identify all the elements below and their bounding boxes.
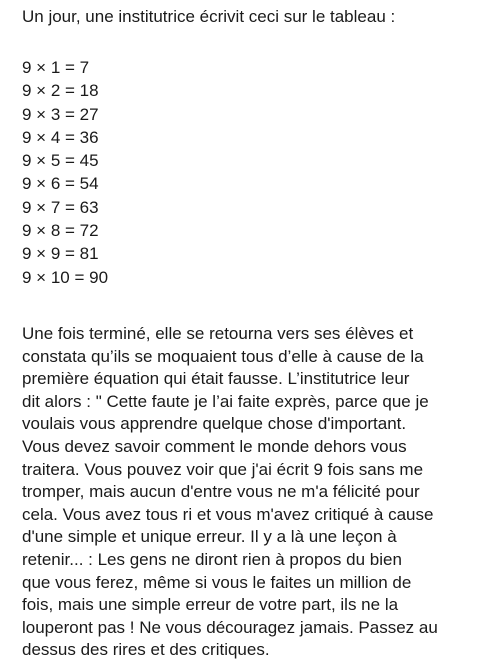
equation-line: 9 × 5 = 45: [22, 151, 99, 171]
story-line: que vous ferez, même si vous le faites un million de: [22, 572, 412, 592]
story-line: Vous devez savoir comment le monde dehors vous: [22, 436, 407, 456]
story-line: voulais vous apprendre quelque chose d'important.: [22, 414, 407, 434]
intro-line: Un jour, une institutrice écrivit ceci sur le tableau :: [22, 7, 396, 26]
equation-line: 9 × 1 = 7: [22, 58, 90, 77]
story-line: dessus des rires et des critiques.: [22, 640, 270, 660]
equation-line: 9 × 6 = 54: [22, 174, 99, 194]
equation-line: 9 × 3 = 27: [22, 104, 99, 124]
story-line: première équation qui était fausse. L’institutrice leur: [22, 369, 410, 389]
story-line: tromper, mais aucun d'entre vous ne m'a félicité pour: [22, 482, 420, 502]
equation-line: 9 × 2 = 18: [22, 81, 99, 101]
story-line: dit alors : " Cette faute je l’ai faite exprès, parce que je: [22, 391, 429, 411]
story-line: d'une simple et unique erreur. Il y a là une leçon à: [22, 527, 397, 547]
story-line: cela. Vous avez tous ri et vous m'avez critiqué à cause: [22, 504, 434, 524]
story-line: constata qu’ils se moquaient tous d’elle à cause de la: [22, 346, 424, 366]
story-line: fois, mais une simple erreur de votre part, ils ne la: [22, 595, 399, 615]
story-line: retenir... : Les gens ne diront rien à propos du bien: [22, 549, 402, 569]
story-line: louperont pas ! Ne vous découragez jamais. Passez au: [22, 617, 438, 637]
story-line: traitera. Vous pouvez voir que j'ai écrit 9 fois sans me: [22, 459, 424, 479]
equation-line: 9 × 4 = 36: [22, 127, 99, 147]
equation-line: 9 × 9 = 81: [22, 244, 99, 264]
story-paragraph: [22, 323, 493, 662]
equation-line: 9 × 10 = 90: [22, 267, 109, 287]
story-line: Une fois terminé, elle se retourna vers ses élèves et: [22, 323, 414, 343]
equation-line: 9 × 8 = 72: [22, 221, 99, 241]
equation-list: [22, 56, 493, 289]
equation-line: 9 × 7 = 63: [22, 197, 99, 217]
